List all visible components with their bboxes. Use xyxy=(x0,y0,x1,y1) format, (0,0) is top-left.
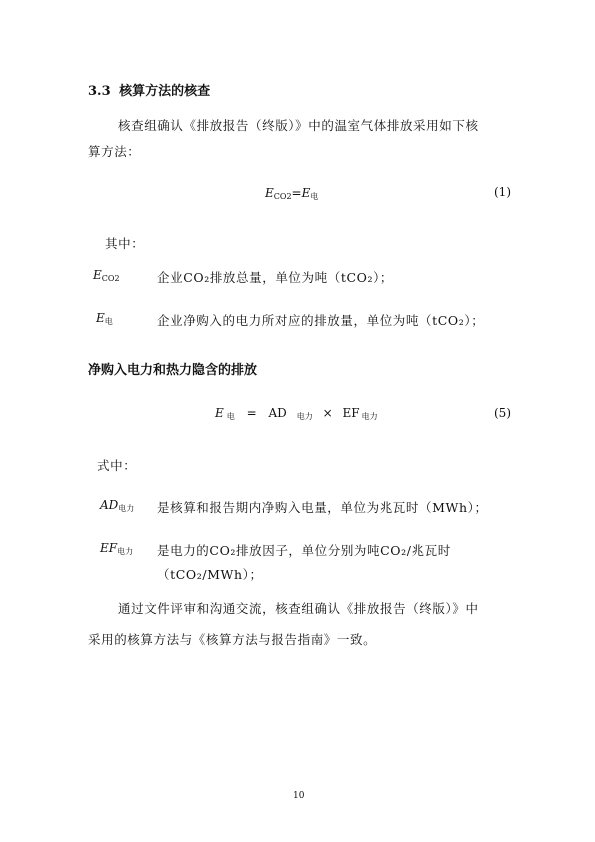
eq1-lhs-subscript: CO2 xyxy=(273,192,292,201)
where1-desc-2: 企业净购入的电力所对应的排放量，单位为吨（tCO₂）； xyxy=(157,313,485,328)
eq2-lhs-symbol: E xyxy=(215,406,224,420)
symbol-subscript: 电 xyxy=(104,317,113,326)
eq2-equals: = xyxy=(246,406,257,420)
symbol-subscript: 电力 xyxy=(117,547,134,556)
equation-1-number: (1) xyxy=(494,185,511,199)
eq1-lhs-symbol: E xyxy=(265,186,274,200)
where2-desc-2-cont: （tCO₂/MWh）； xyxy=(157,567,263,582)
symbol-subscript: CO2 xyxy=(101,274,120,283)
where2-symbol-1 xyxy=(100,498,134,514)
intro-line-1: 核查组确认《排放报告（终版）》中的温室气体排放采用如下核 xyxy=(118,118,479,133)
where2-desc-2: 是电力的CO₂排放因子，单位分别为吨CO₂/兆瓦时 xyxy=(157,543,451,558)
where-label-2: 式中： xyxy=(97,458,137,473)
symbol-main: E xyxy=(96,311,105,325)
eq2-ef-symbol: EF xyxy=(342,406,360,420)
symbol-subscript: 电力 xyxy=(118,504,135,513)
equation-1 xyxy=(265,186,318,202)
equation-2-number: (5) xyxy=(494,406,511,420)
section-heading xyxy=(88,80,210,99)
symbol-main: E xyxy=(93,268,102,282)
eq1-rhs-subscript: 电 xyxy=(310,192,319,201)
section-number: 3.3 xyxy=(88,84,111,99)
eq2-ad-symbol: AD xyxy=(268,406,287,420)
symbol-main: AD xyxy=(100,498,119,512)
eq2-lhs-subscript: 电 xyxy=(226,412,235,421)
eq2-ef-subscript: 电力 xyxy=(361,412,378,421)
where1-symbol-2 xyxy=(96,311,113,327)
where1-symbol-1 xyxy=(93,268,120,283)
eq2-times: × xyxy=(322,406,333,420)
intro-line-2: 算方法： xyxy=(88,144,141,159)
symbol-main: EF xyxy=(100,541,118,555)
where-label-1: 其中： xyxy=(105,236,145,251)
eq1-operator: = xyxy=(291,186,302,200)
conclusion-line-1: 通过文件评审和沟通交流，核查组确认《排放报告（终版）》中 xyxy=(118,601,479,616)
eq2-ad-subscript: 电力 xyxy=(296,412,313,421)
page-number: 10 xyxy=(293,791,305,801)
where2-desc-1: 是核算和报告期内净购入电量，单位为兆瓦时（MWh）； xyxy=(157,500,488,515)
conclusion-line-2: 采用的核算方法与《核算方法与报告指南》一致。 xyxy=(88,632,377,647)
subheading: 净购入电力和热力隐含的排放 xyxy=(88,363,258,378)
where2-symbol-2 xyxy=(100,541,133,557)
where1-desc-1: 企业CO₂排放总量，单位为吨（tCO₂）； xyxy=(157,270,394,285)
section-title: 核算方法的核查 xyxy=(119,84,211,99)
eq1-rhs-symbol: E xyxy=(301,186,311,200)
equation-2 xyxy=(215,406,378,422)
